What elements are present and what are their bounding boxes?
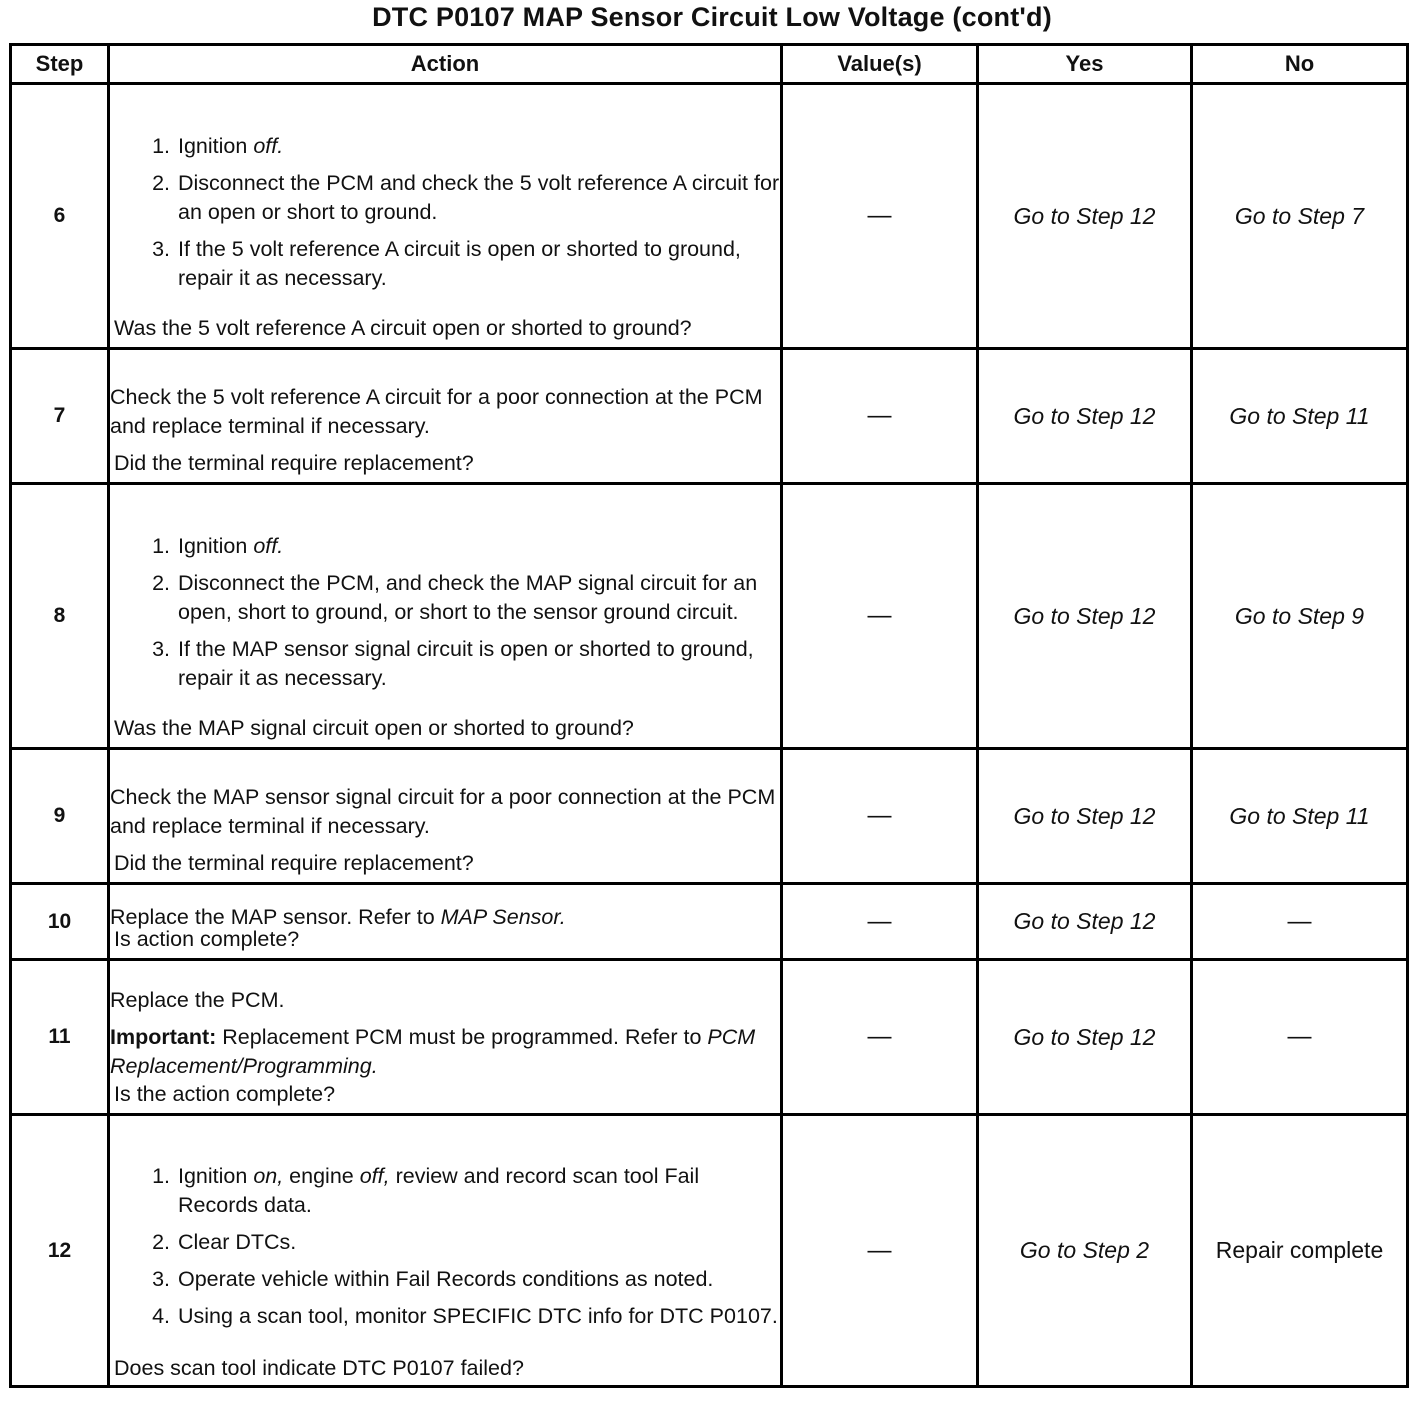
action-steps bbox=[110, 1162, 780, 1331]
no-cell: Go to Step 7 bbox=[1192, 84, 1408, 349]
yes-cell: Go to Step 12 bbox=[978, 84, 1192, 349]
no-cell: Repair complete bbox=[1192, 1115, 1408, 1387]
value-cell: — bbox=[782, 749, 978, 884]
action-cell bbox=[109, 349, 782, 484]
action-reference: MAP Sensor. bbox=[440, 905, 566, 929]
yes-cell: Go to Step 12 bbox=[978, 349, 1192, 484]
table-row bbox=[11, 349, 1408, 484]
action-question: Is action complete? bbox=[114, 927, 300, 951]
action-cell bbox=[109, 1115, 782, 1387]
no-cell: Go to Step 9 bbox=[1192, 484, 1408, 749]
value-cell: — bbox=[782, 349, 978, 484]
step-number: 11 bbox=[11, 960, 109, 1115]
diagnostic-table bbox=[9, 43, 1409, 1388]
table-row bbox=[11, 484, 1408, 749]
yes-cell: Go to Step 12 bbox=[978, 484, 1192, 749]
yes-cell: Go to Step 12 bbox=[978, 960, 1192, 1115]
action-step-item: 1. Ignition off. bbox=[176, 132, 780, 161]
action-question: Did the terminal require replacement? bbox=[114, 851, 474, 875]
header-yes: Yes bbox=[978, 45, 1192, 84]
no-cell: Go to Step 11 bbox=[1192, 349, 1408, 484]
page-title: DTC P0107 MAP Sensor Circuit Low Voltage (cont'd) bbox=[372, 2, 1052, 32]
action-question: Was the MAP signal circuit open or shorted to ground? bbox=[114, 716, 634, 740]
value-cell: — bbox=[782, 84, 978, 349]
action-question: Did the terminal require replacement? bbox=[114, 451, 474, 475]
step-number: 9 bbox=[11, 749, 109, 884]
action-step-item: 2. Disconnect the PCM, and check the MAP signal circuit for an open, short to ground, or short to the sensor ground circuit. bbox=[176, 569, 780, 627]
value-cell: — bbox=[782, 960, 978, 1115]
yes-cell: Go to Step 12 bbox=[978, 749, 1192, 884]
action-cell bbox=[109, 960, 782, 1115]
action-cell bbox=[109, 884, 782, 960]
important-note: Important: Replacement PCM must be programmed. Refer to PCM Replacement/Programming. bbox=[110, 1024, 756, 1078]
action-step-item: 1. Ignition off. bbox=[176, 532, 780, 561]
action-cell bbox=[109, 749, 782, 884]
action-step-item: 2. Clear DTCs. bbox=[176, 1228, 780, 1257]
action-step-item: 3. If the MAP sensor signal circuit is open or shorted to ground, repair it as necessary. bbox=[176, 635, 780, 693]
action-step-item: 3. If the 5 volt reference A circuit is open or shorted to ground, repair it as necessary. bbox=[176, 235, 780, 293]
no-cell: — bbox=[1192, 884, 1408, 960]
action-step-item: 2. Disconnect the PCM and check the 5 volt reference A circuit for an open or short to ground. bbox=[176, 169, 780, 227]
action-cell bbox=[109, 84, 782, 349]
action-steps bbox=[110, 532, 780, 693]
action-question: Is the action complete? bbox=[114, 1082, 336, 1106]
step-number: 10 bbox=[11, 884, 109, 960]
action-step-item: 3. Operate vehicle within Fail Records conditions as noted. bbox=[176, 1265, 780, 1294]
table-row bbox=[11, 884, 1408, 960]
value-cell: — bbox=[782, 484, 978, 749]
table-row bbox=[11, 84, 1408, 349]
action-question: Does scan tool indicate DTC P0107 failed? bbox=[114, 1356, 524, 1380]
yes-cell: Go to Step 12 bbox=[978, 884, 1192, 960]
no-cell: Go to Step 11 bbox=[1192, 749, 1408, 884]
action-cell bbox=[109, 484, 782, 749]
table-row bbox=[11, 749, 1408, 884]
step-number: 8 bbox=[11, 484, 109, 749]
action-steps bbox=[110, 132, 780, 293]
action-step-item: 1. Ignition on, engine off, review and record scan tool Fail Records data. bbox=[176, 1162, 780, 1220]
value-cell: — bbox=[782, 1115, 978, 1387]
table-row bbox=[11, 960, 1408, 1115]
action-question: Was the 5 volt reference A circuit open or shorted to ground? bbox=[114, 316, 692, 340]
header-action: Action bbox=[109, 45, 782, 84]
table-header-row bbox=[11, 45, 1408, 84]
header-no: No bbox=[1192, 45, 1408, 84]
step-number: 12 bbox=[11, 1115, 109, 1387]
action-text: Replace the PCM. bbox=[110, 987, 285, 1012]
table-row bbox=[11, 1115, 1408, 1387]
action-step-item: 4. Using a scan tool, monitor SPECIFIC DTC info for DTC P0107. bbox=[176, 1302, 780, 1331]
action-text: Check the 5 volt reference A circuit for a poor connection at the PCM and replace terminal if necessary. bbox=[110, 385, 763, 438]
yes-cell: Go to Step 2 bbox=[978, 1115, 1192, 1387]
value-cell: — bbox=[782, 884, 978, 960]
no-cell: — bbox=[1192, 960, 1408, 1115]
action-text: Replace the MAP sensor. Refer to MAP Sensor. bbox=[110, 905, 566, 929]
header-values: Value(s) bbox=[782, 45, 978, 84]
step-number: 6 bbox=[11, 84, 109, 349]
action-text: Check the MAP sensor signal circuit for a poor connection at the PCM and replace terminal if necessary. bbox=[110, 785, 776, 838]
action-reference: PCM Replacement/Programming. bbox=[110, 1024, 756, 1078]
step-number: 7 bbox=[11, 349, 109, 484]
header-step: Step bbox=[11, 45, 109, 84]
important-label: Important: bbox=[110, 1024, 217, 1049]
